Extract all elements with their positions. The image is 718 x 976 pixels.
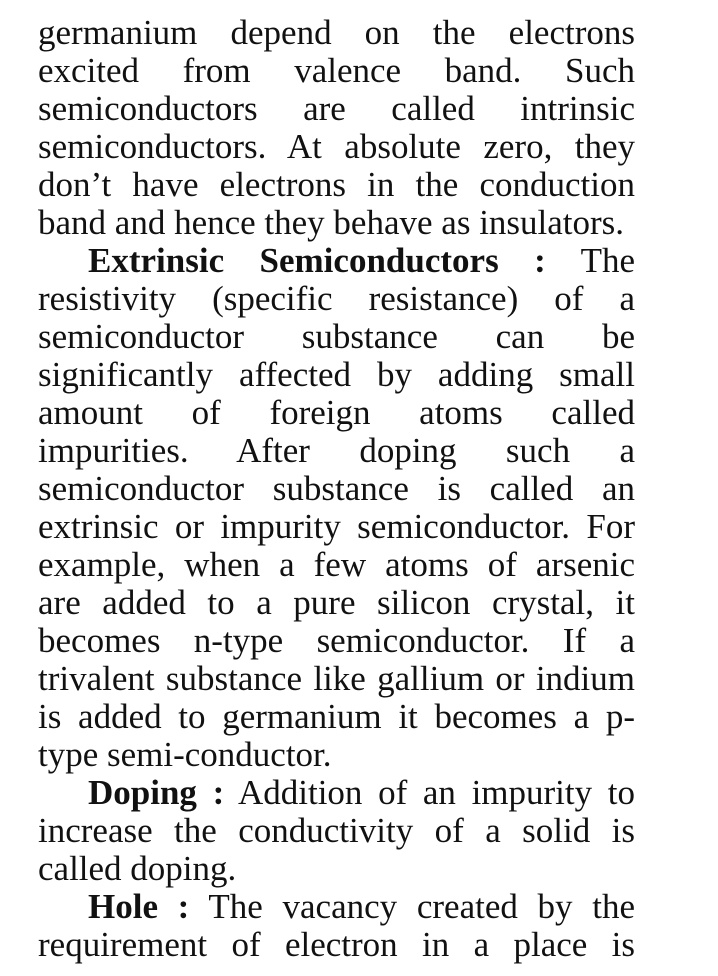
text-line: example, when a few atoms of arsenic xyxy=(38,545,635,584)
text-line: significantly affected by adding small xyxy=(38,355,635,394)
text-line: increase the conductivity of a solid is xyxy=(38,811,635,850)
text-line xyxy=(38,888,635,926)
text-fragment: Addition of an impurity to xyxy=(224,773,636,812)
text-line: called doping. xyxy=(38,849,237,888)
text-line: germanium depend on the electrons xyxy=(38,13,635,52)
paragraph-intrinsic-continuation xyxy=(38,14,635,242)
text-line: is added to germanium it becomes a p- xyxy=(38,697,635,736)
text-line: resistivity (specific resistance) of a xyxy=(38,279,635,318)
text-line: amount of foreign atoms called xyxy=(38,393,635,432)
term-heading: Hole : xyxy=(88,887,190,926)
text-line: semiconductors. At absolute zero, they xyxy=(38,127,635,166)
text-line xyxy=(38,242,635,280)
text-fragment: The xyxy=(545,241,635,280)
term-heading: Doping : xyxy=(88,773,225,812)
text-line: type semi-conductor. xyxy=(38,735,332,774)
text-line: impurities. After doping such a xyxy=(38,431,635,470)
text-line: requirement of electron in a place is xyxy=(38,925,635,964)
text-line: excited from valence band. Such xyxy=(38,51,635,90)
text-line: semiconductor substance is called an xyxy=(38,469,635,508)
paragraph-extrinsic-semiconductors xyxy=(38,242,635,774)
paragraph-hole xyxy=(38,888,635,964)
text-line: extrinsic or impurity semiconductor. For xyxy=(38,507,635,546)
text-line: band and hence they behave as insulators. xyxy=(38,203,625,242)
document-page xyxy=(38,14,635,964)
text-line: don’t have electrons in the conduction xyxy=(38,165,635,204)
text-fragment: The vacancy created by the xyxy=(189,887,636,926)
text-line: becomes n-type semiconductor. If a xyxy=(38,621,635,660)
text-line: semiconductors are called intrinsic xyxy=(38,89,635,128)
paragraph-doping xyxy=(38,774,635,888)
text-line: semiconductor substance can be xyxy=(38,317,635,356)
term-heading: Extrinsic Semiconductors : xyxy=(88,241,546,280)
text-line: are added to a pure silicon crystal, it xyxy=(38,583,635,622)
text-line: trivalent substance like gallium or indium xyxy=(38,659,635,698)
text-line xyxy=(38,774,635,812)
